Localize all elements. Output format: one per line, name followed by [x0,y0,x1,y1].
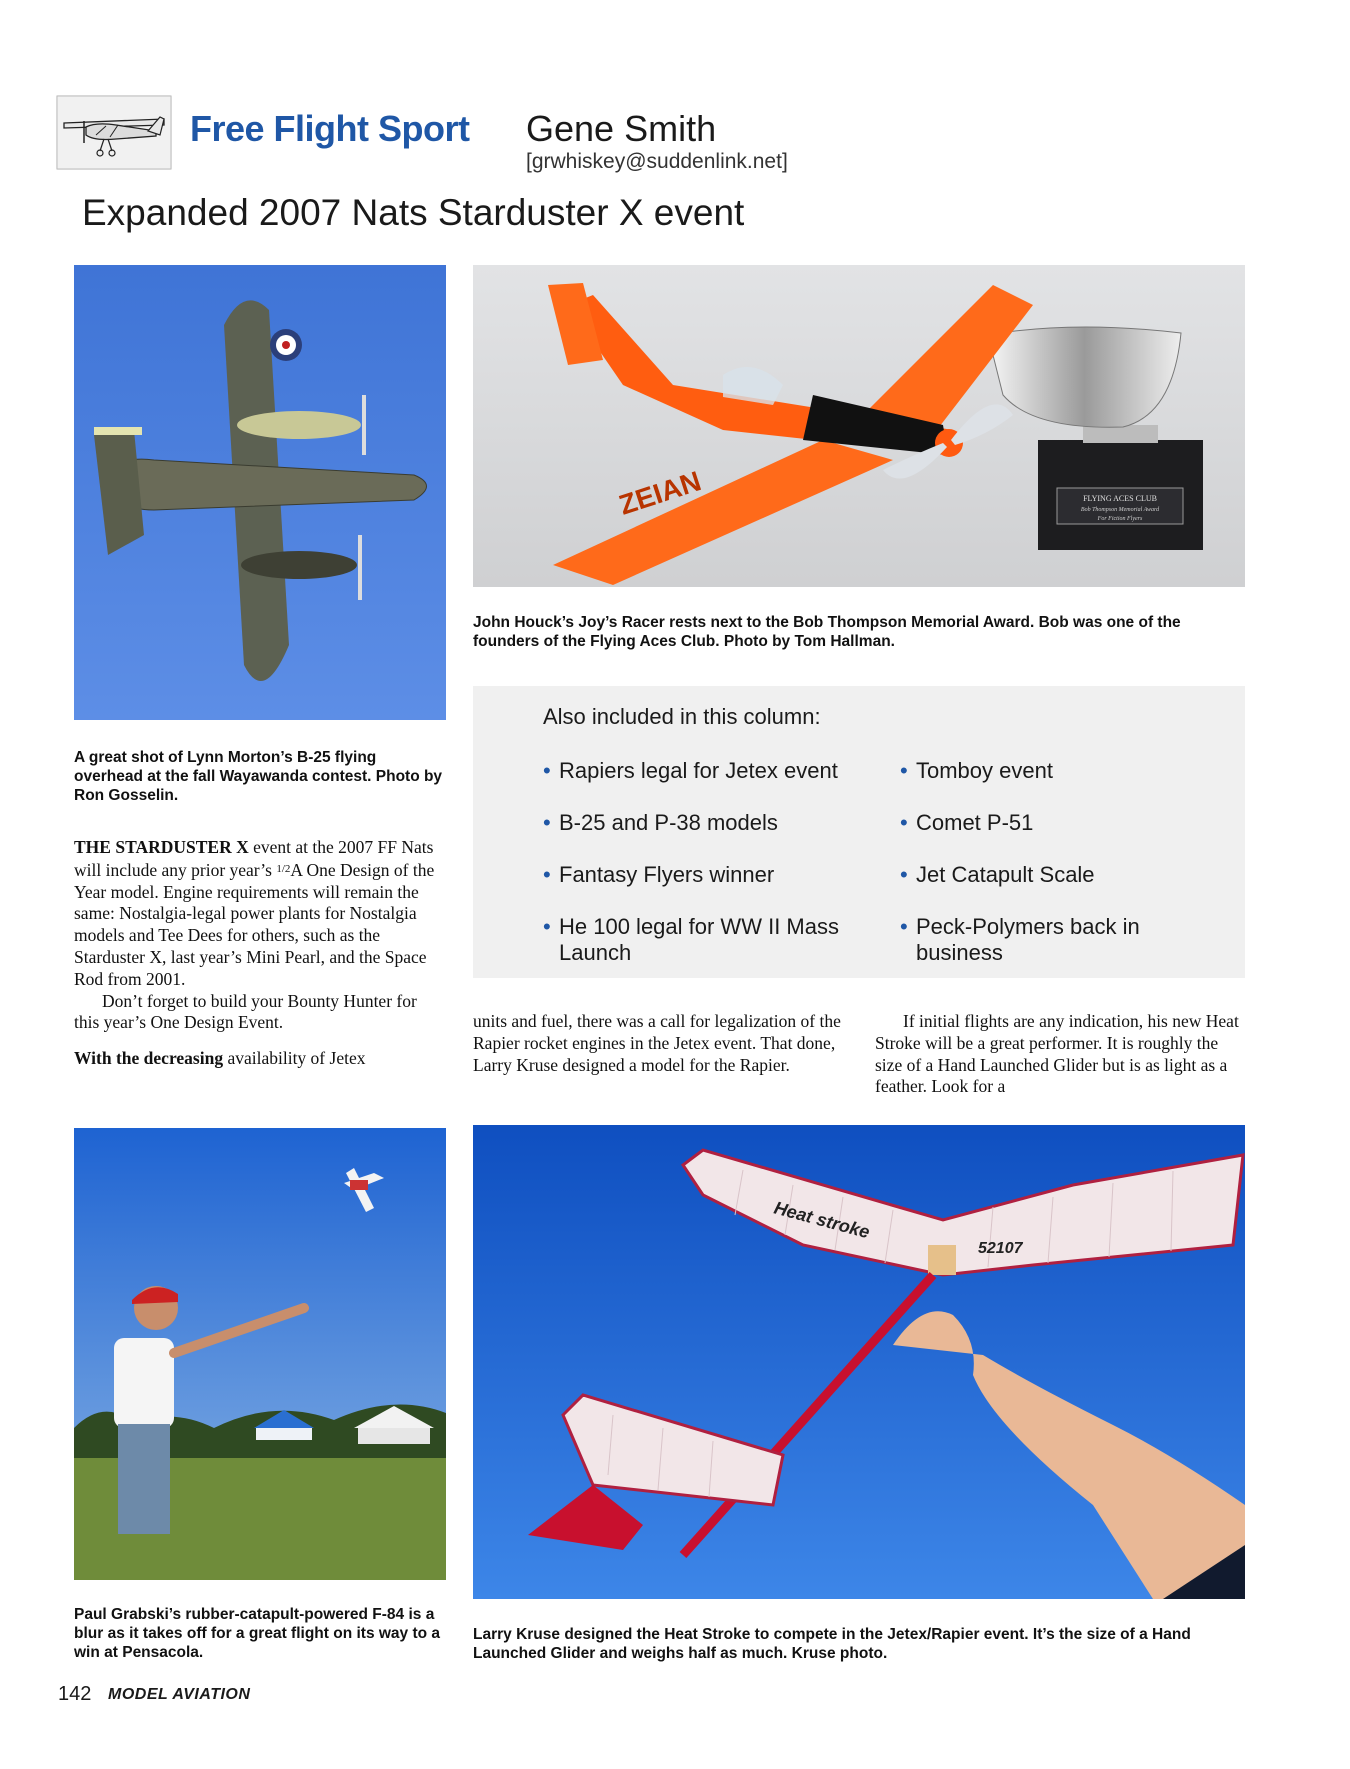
wing-number: 52107 [978,1240,1023,1257]
b25-photo [74,265,446,720]
list-item: • Rapiers legal for Jetex event [543,758,863,784]
paragraph-text: event at the 2007 FF Nats will include any prior year’s [74,837,434,880]
plaque-line-1: FLYING ACES CLUB [1083,494,1157,503]
paragraph-text: availability of Jetex [223,1048,366,1069]
column-logo [56,95,172,170]
wing-lettering: Heat stroke [771,1197,872,1243]
article-headline: Expanded 2007 Nats Starduster X event [82,192,745,233]
paragraph-text: A One Design of the Year model. Engine requirements will remain the same: Nostalgia-legal power plants for Nostalgia models and Tee Dees for others, such as the Starduster X, last year’s Mini Pearl, and the Space Rod from 2001. [74,859,435,989]
glider-caption: Larry Kruse designed the Heat Stroke to compete in the Jetex/Rapier event. It’s the size of a Hand Launched Glider and weighs half as much. Kruse photo. [473,1626,1191,1662]
airplane-icon [56,95,172,170]
fraction: 1/2 [276,862,291,875]
column-contents-box [473,686,1245,978]
lead-in: THE STARDUSTER X [74,837,249,857]
magazine-name: MODEL AVIATION [108,1686,251,1703]
list-item: • B-25 and P-38 models [543,810,863,836]
b25-caption: A great shot of Lynn Morton’s B-25 flying overhead at the fall Wayawanda contest. Photo by Ron Gosselin. [74,749,443,804]
body-column-1 [74,837,446,1070]
plaque-line-2: Bob Thompson Memorial Award [1080,507,1160,513]
author-name: Gene Smith [526,108,717,149]
plaque-line-3: For Fiction Flyers [1097,516,1143,522]
list-item: • Peck-Polymers back in business [900,914,1200,966]
box-title: Also included in this column: [543,704,821,729]
list-item: • Jet Catapult Scale [900,862,1200,888]
paragraph: Don’t forget to build your Bounty Hunter for this year’s One Design Event. [74,990,417,1033]
fuselage-lettering: ZEIAN [615,465,705,521]
list-item: • Fantasy Flyers winner [543,862,863,888]
list-item: • Tomboy event [900,758,1200,784]
racer-photo [473,265,1245,587]
catapult-caption: Paul Grabski’s rubber-catapult-powered F-84 is a blur as it takes off for a great flight on its way to a win at Pensacola. [74,1606,441,1661]
catapult-photo [74,1128,446,1580]
author-email[interactable]: [grwhiskey@suddenlink.net] [526,150,788,173]
list-item: • He 100 legal for WW II Mass Launch [543,914,863,966]
box-list-left [543,758,863,992]
page-number: 142 [58,1683,92,1705]
glider-photo [473,1125,1245,1599]
box-list-right [900,758,1200,992]
column-name: Free Flight Sport [190,108,470,149]
lead-in: With the decreasing [74,1048,224,1069]
racer-caption: John Houck’s Joy’s Racer rests next to the Bob Thompson Memorial Award. Bob was one of the founders of the Flying Aces Club. Photo by Tom Hallman. [473,614,1181,650]
body-column-3 [875,1011,1245,1098]
list-item: • Comet P-51 [900,810,1200,836]
paragraph: units and fuel, there was a call for legalization of the Rapier rocket engines in the Jetex event. That done, Larry Kruse designed a model for the Rapier. [473,1011,841,1075]
body-column-2 [473,1011,843,1076]
paragraph: If initial flights are any indication, his new Heat Stroke will be a great performer. It is roughly the size of a Hand Launched Glider but is as light as a feather. Look for a [875,1011,1239,1097]
